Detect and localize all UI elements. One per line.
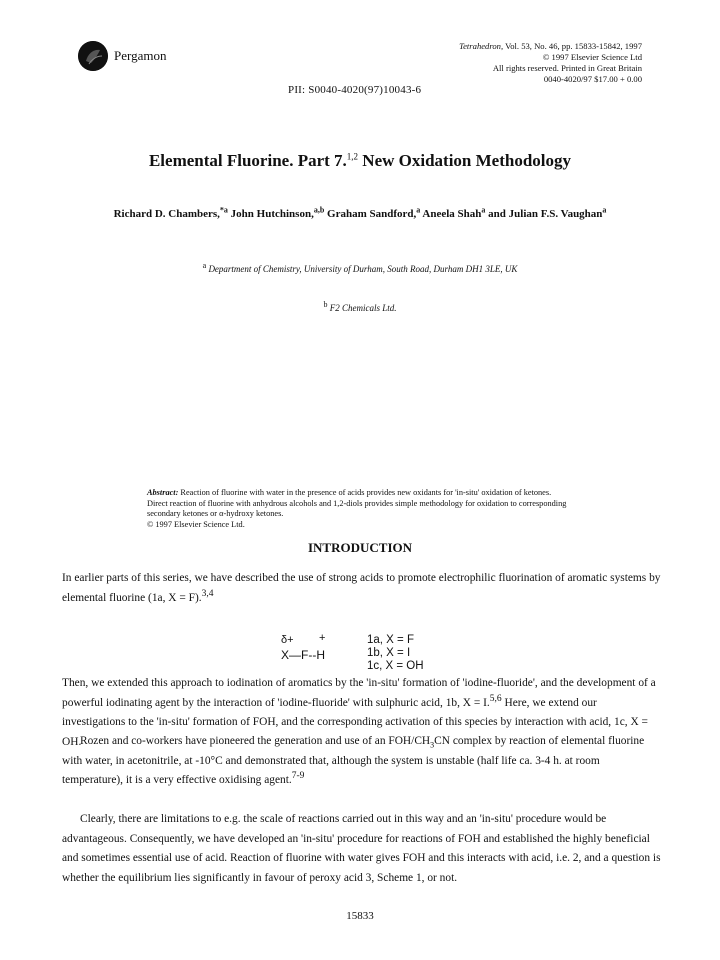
subscript: 3 [430,740,435,750]
publisher-logo [78,41,108,71]
label-1b: 1b, X = I [367,647,411,659]
author-affil-mark: a,b [313,205,325,215]
label-1a: 1a, X = F [367,634,414,646]
publisher-name: Pergamon [114,48,167,63]
author-affil-mark: *a [219,205,228,215]
title-rest: New Oxidation Methodology [358,151,572,170]
author-affil-mark: a [481,205,486,215]
plus-charge: + [319,632,326,644]
abstract-copyright: © 1997 Elsevier Science Ltd. [147,519,245,529]
journal-name: Tetrahedron, [459,41,504,51]
affil-mark: b [323,300,328,309]
affiliation-b [0,300,720,313]
affil-text: Department of Chemistry, University of Durham, South Road, Durham DH1 3LE, UK [206,264,518,274]
author-name: and Julian F.S. Vaughan [485,208,603,220]
title-main: Elemental Fluorine. Part 7. [148,151,347,170]
paragraph-3 [62,732,662,791]
page-number: 15833 [346,910,374,922]
author-name: John Hutchinson, [227,208,314,220]
label-1c: 1c, X = OH [367,660,424,672]
structure-labels [367,634,424,673]
affil-text: F2 Chemicals Ltd. [327,303,397,313]
journal-info [382,41,642,85]
paragraph-1 [62,569,662,608]
citation-ref: 7-9 [291,771,305,782]
title-refs: 1,2 [346,151,359,162]
citation-ref: 3,4 [201,588,214,599]
author-affil-mark: a [602,205,607,215]
author-name: Richard D. Chambers, [113,208,220,220]
paragraph-text: Then, we extended this approach to iodination of aromatics by the 'in-situ' formation of 'iodine-fluoride', and the development of a powerful iodinating agent by the interaction of 'iodine-fluoride' with sulphuric acid, 1b, X = I. [62,677,656,709]
copyright-line: © 1997 Elsevier Science Ltd [542,52,642,62]
paragraph-text-cont: Here, we extend our investigations to the 'in-situ' formation of FOH, and the corresponding activation of this species by interaction with acid, 1c, X = OH. [62,696,648,748]
affiliation-a [0,261,720,274]
abstract-text: Reaction of fluorine with water in the presence of acids provides new oxidants for 'in-situ' oxidation of ketones. Direct reaction of fluorine with anhydrous alcohols and 1,2-diols provides simple methodology for oxidation to corresponding secondary ketones or α-hydroxy ketones. [147,488,567,518]
paragraph-4: Clearly, there are limitations to e.g. the scale of reactions carried out in this way and an 'in-situ' procedure would be advantageous. Consequently, we have developed an 'in-situ' procedure for reactions of FOH and established the highly beneficial and sometimes essential use of acid. Reaction of fluorine with water gives FOH and this interacts with acid, i.e. 2, and a question is whether the equilibrium lies significantly in favour of peroxy acid 3, Scheme 1, or not. [62,813,661,884]
journal-citation: Vol. 53, No. 46, pp. 15833-15842, 1997 [505,41,642,51]
paragraph-text: In earlier parts of this series, we have described the use of strong acids to promote electrophilic fluorination of aromatic systems by elemental fluorine (1a, X = F). [62,572,661,604]
author-name: Aneela Shah [420,208,482,220]
journal-citation-line [382,41,642,52]
abstract-label: Abstract: [147,488,179,497]
paragraph-text-cont: CN complex by reaction of elemental fluorine with water, in acetonitrile, at -10°C and demonstrated that, although the system is unstable (half life ca. 3-4 h. at room temperature), it is a very effective oxidising agent. [62,735,645,786]
author-list [100,205,620,223]
author-affil-mark: a [416,205,421,215]
abstract [147,488,567,530]
section-heading: INTRODUCTION [307,540,412,555]
price-line: 0040-4020/97 $17.00 + 0.00 [543,74,642,84]
delta-charge: δ+ [281,634,294,646]
citation-ref: 5,6 [489,693,502,704]
rights-line: All rights reserved. Printed in Great Britain [492,63,642,73]
structure-formula: X—F--H [281,648,325,662]
paragraph-text: Rozen and co-workers have pioneered the generation and use of an FOH/CH [80,735,431,747]
author-name: Graham Sandford, [324,208,417,220]
article-title [0,151,720,171]
pii-identifier: PII: S0040-4020(97)10043-6 [288,84,422,96]
affil-mark: a [202,261,207,270]
